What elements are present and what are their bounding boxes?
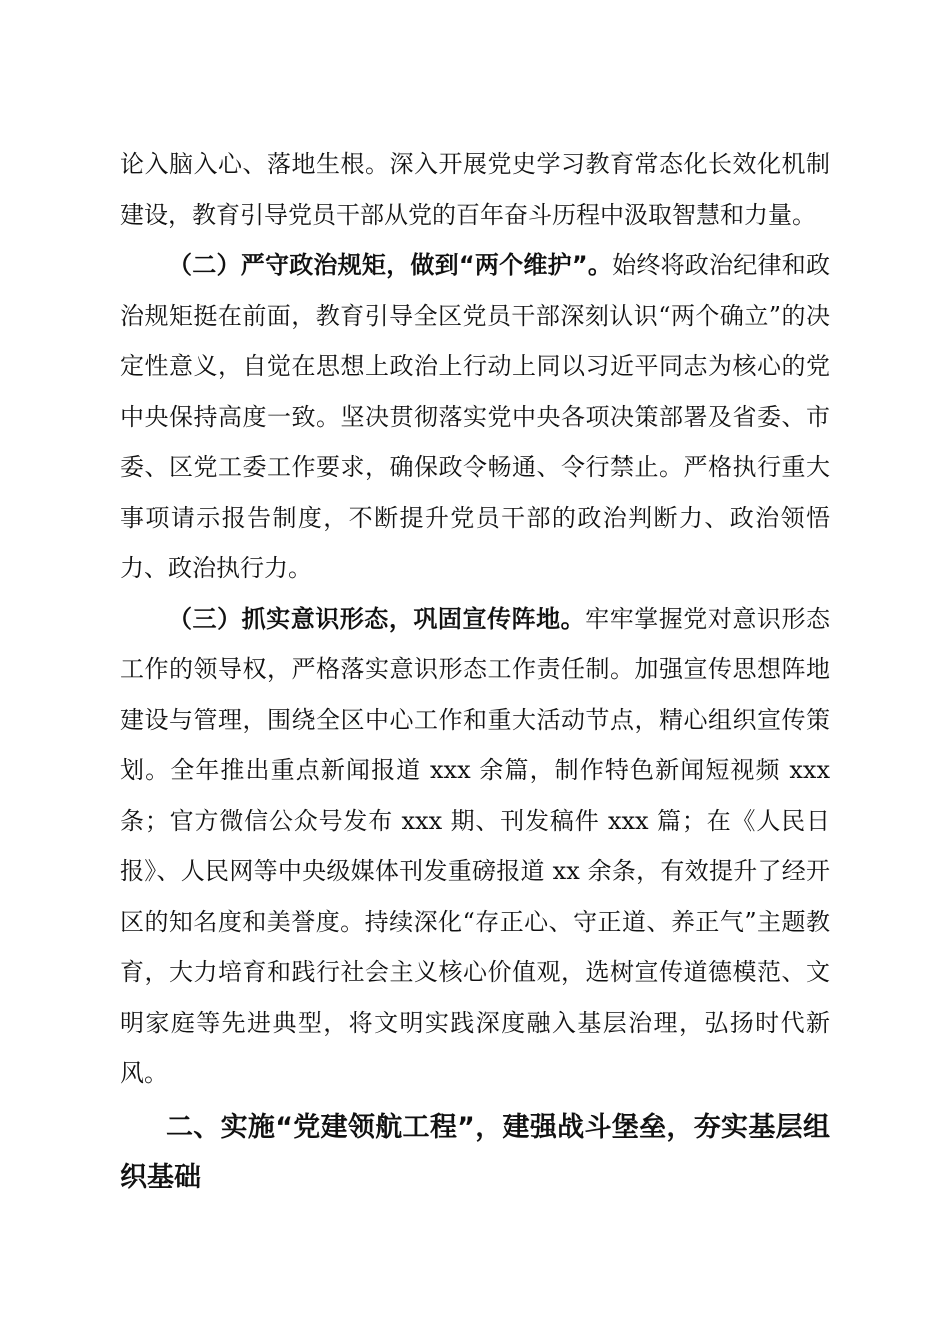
paragraph-heading: （三）抓实意识形态，巩固宣传阵地。	[168, 604, 586, 633]
paragraph-political-rules	[120, 240, 830, 594]
paragraph-text: 始终将政治纪律和政治规矩挺在前面，教育引导全区党员干部深刻认识“两个确立”的决定性意义，自觉在思想上政治上行动上同以习近平同志为核心的党中央保持高度一致。坚决贯彻落实党中央各项决策部署及省委、市委、区党工委工作要求，确保政令畅通、令行禁止。严格执行重大事项请示报告制度，不断提升党员干部的政治判断力、政治领悟力、政治执行力。	[120, 251, 831, 582]
paragraph-heading: （二）严守政治规矩，做到“两个维护”。	[168, 251, 613, 279]
section-heading: 二、实施“党建领航工程”，建强战斗堡垒，夯实基层组织基础	[120, 1111, 830, 1193]
paragraph-text: 牢牢掌握党对意识形态工作的领导权，严格落实意识形态工作责任制。加强宣传思想阵地建设与管理，围绕全区中心工作和重大活动节点，精心组织宣传策划。全年推出重点新闻报道 xxx 余篇，制作特色新闻短视频 xxx 条；官方微信公众号发布 xxx 期、刊发稿件 xxx 篇；在《人民日报》、人民网等中央级媒体刊发重磅报道 xx 余条，有效提升了经开区的知名度和美誉度。持续深化“存正心、守正道、养正气”主题教育，大力培育和践行社会主义核心价值观，选树宣传道德模范、文明家庭等先进典型，将文明实践深度融入基层治理，弘扬时代新风。	[120, 604, 831, 1087]
paragraph-ideology	[120, 594, 830, 1099]
document-body	[120, 139, 830, 1203]
paragraph-text: 论入脑入心、落地生根。深入开展党史学习教育常态化长效化机制建设，教育引导党员干部从党的百年奋斗历程中汲取智慧和力量。	[120, 150, 830, 229]
paragraph-continuation	[120, 139, 830, 240]
